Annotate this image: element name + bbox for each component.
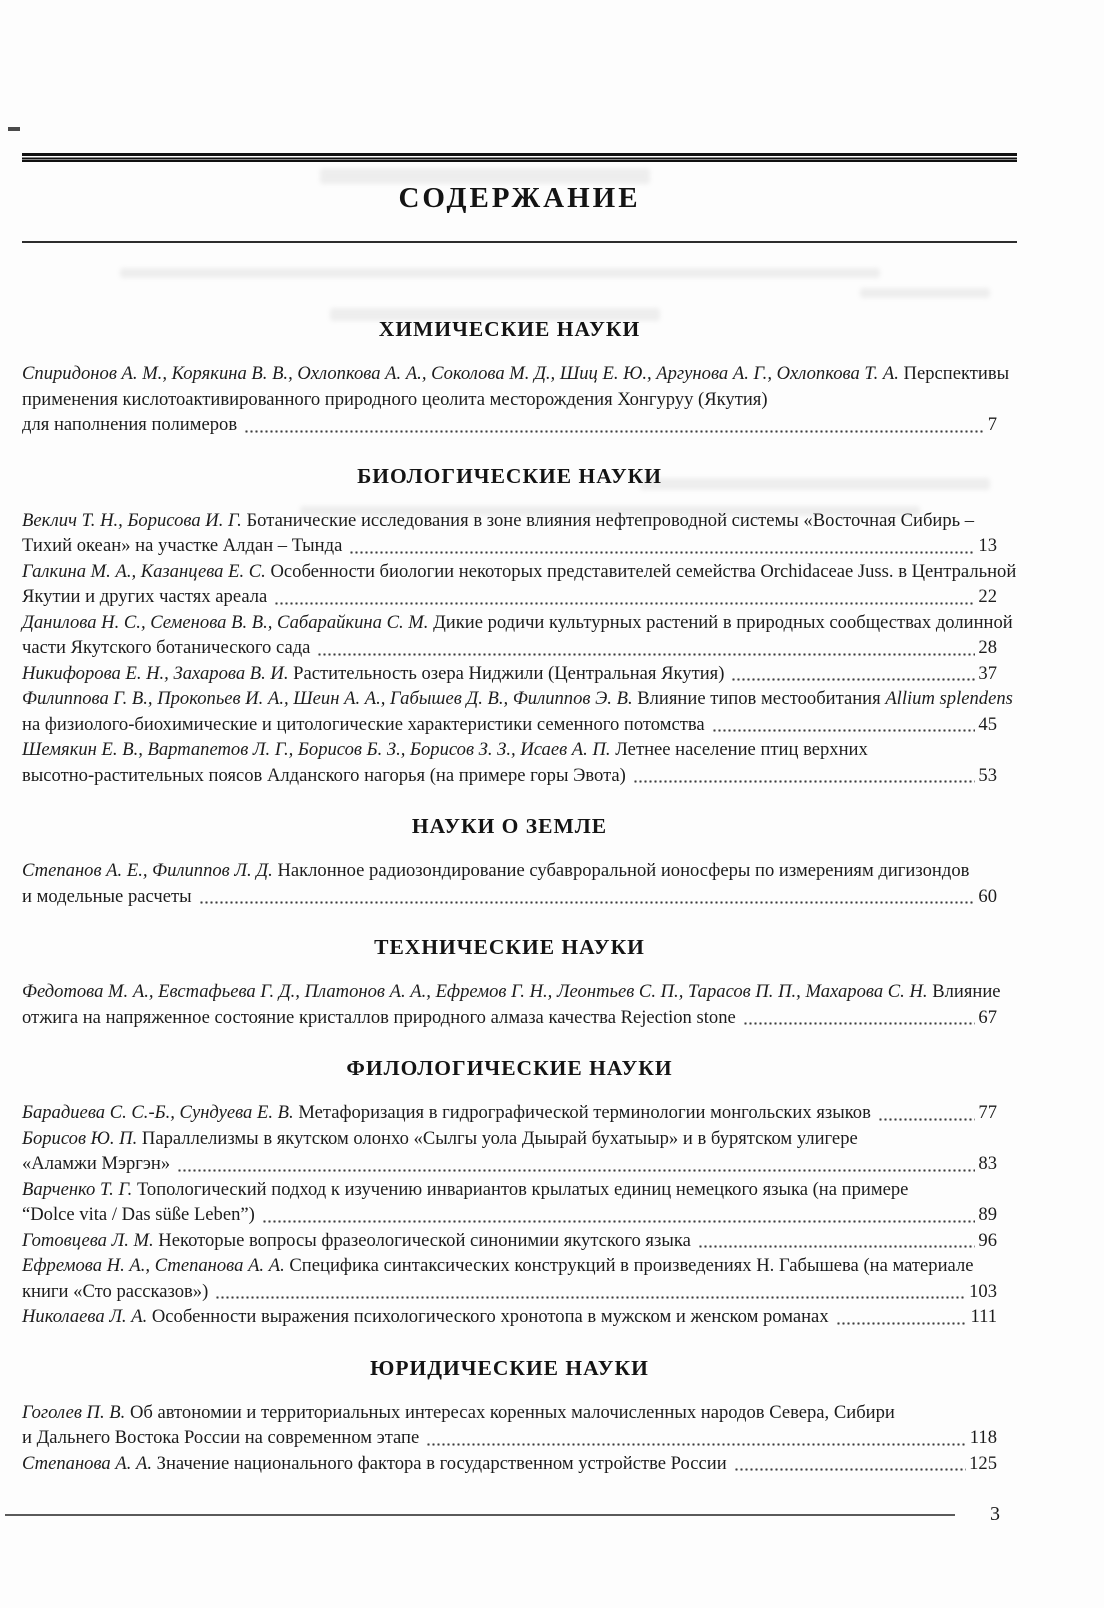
toc-page-number: 60 <box>978 885 997 907</box>
toc-entry-line <box>22 763 997 789</box>
page-content <box>22 0 1017 1476</box>
toc-page-number: 37 <box>978 662 997 684</box>
toc-entry <box>22 1100 997 1126</box>
toc-entry <box>22 1304 997 1330</box>
toc-entry-authors: Гоголев П. В. <box>22 1401 126 1423</box>
toc-entry <box>22 979 1001 1030</box>
toc-entry-authors: Галкина М. А., Казанцева Е. С. <box>22 560 266 582</box>
toc-entry-line <box>22 610 1013 636</box>
dot-leader <box>836 1321 968 1326</box>
toc-entry <box>22 1228 997 1254</box>
toc-page-number: 45 <box>978 713 997 735</box>
toc-entry-line <box>22 712 997 738</box>
toc-entry-line <box>22 1451 997 1477</box>
dot-leader <box>633 779 976 784</box>
toc-section <box>22 814 997 909</box>
toc-page-number: 28 <box>978 637 997 658</box>
toc-entry-authors: Шемякин Е. В., Вартапетов Л. Г., Борисов Б. З., Борисов З. З., Исаев А. П. <box>22 739 611 760</box>
toc-entry-title-fragment: Якутии и других частях ареала <box>22 586 268 607</box>
toc-entry-line <box>22 884 997 910</box>
toc-sections <box>22 317 1017 1476</box>
toc-page-number: 22 <box>978 586 997 607</box>
toc-entry-line <box>22 635 997 661</box>
page-footer <box>5 1503 1015 1526</box>
toc-entry-authors: Барадиева С. С.-Б., Сундуева Е. В. <box>22 1102 294 1123</box>
section-heading: ФИЛОЛОГИЧЕСКИЕ НАУКИ <box>346 1056 673 1080</box>
toc-entry <box>22 737 997 788</box>
toc-section <box>22 463 1017 789</box>
toc-entry-text <box>22 1255 973 1276</box>
toc-entry-line <box>22 1400 997 1426</box>
toc-entry <box>22 508 997 559</box>
toc-entry-title-fragment: и Дальнего Востока России на современном этапе <box>22 1427 420 1448</box>
toc-entry-title-fragment: Тихий океан» на участке Алдан – Тында <box>22 535 343 556</box>
toc-entry-line <box>22 1177 997 1203</box>
toc-entry-authors: Филиппова Г. В., Прокопьев И. А., Шеин А. А., Габышев Д. В., Филиппов Э. В. <box>22 688 633 709</box>
toc-entry <box>22 686 1013 737</box>
toc-page-number: 89 <box>978 1204 997 1225</box>
toc-entry-text <box>22 763 626 789</box>
toc-entry-text <box>22 510 974 531</box>
dot-leader <box>731 677 975 682</box>
toc-entry-title-fragment: Наклонное радиозондирование субавроральной ионосферы по измерениям дигизондов <box>277 860 970 881</box>
toc-entry-authors: Спиридонов А. М., Корякина В. В., Охлопкова А. А., Соколова М. Д., Шиц Е. Ю., Аргунова А. Г., Охлопкова Т. А. <box>22 363 899 384</box>
toc-entry-authors: Данилова Н. С., Семенова В. В., Сабарайкина С. М. <box>22 611 429 633</box>
toc-entry-text <box>22 739 868 760</box>
toc-entry-title-fragment: Летнее население птиц верхних <box>615 739 868 760</box>
dot-leader <box>734 1467 966 1472</box>
dot-leader <box>712 728 976 733</box>
toc-entry-authors: Ефремова Н. А., Степанова А. А. <box>22 1255 285 1276</box>
toc-entry-title-fragment: книги «Сто рассказов») <box>22 1280 209 1302</box>
section-heading: ТЕХНИЧЕСКИЕ НАУКИ <box>374 935 645 959</box>
toc-entry-title-fragment: Топологический подход к изучению инвариантов крылатых единиц немецкого языка (на примере <box>136 1178 909 1200</box>
margin-mark <box>8 127 20 131</box>
toc-entry-line <box>22 1005 997 1031</box>
toc-entry-title-fragment: Метафоризация в гидрографической терминологии монгольских языков <box>298 1102 871 1123</box>
toc-entry-line <box>22 1279 997 1305</box>
thin-rule <box>22 241 1017 243</box>
toc-entry-text <box>22 1451 727 1477</box>
toc-page-number: 77 <box>978 1102 997 1123</box>
toc-entry-text <box>22 1402 895 1423</box>
toc-entry-title-fragment: применения кислотоактивированного природного цеолита месторождения Хонгуруу (Якутия) <box>22 388 768 410</box>
toc-page-number: 125 <box>969 1452 997 1474</box>
toc-entry-text <box>22 363 1009 384</box>
toc-entry-line <box>22 533 997 559</box>
toc-entry-text <box>22 1425 419 1451</box>
toc-entry-line <box>22 1100 997 1126</box>
toc-section <box>22 935 1001 1030</box>
toc-entry-text <box>22 688 1013 709</box>
toc-page-number: 13 <box>978 535 997 556</box>
toc-entry-title-fragment: для наполнения полимеров <box>22 414 238 435</box>
toc-entry-text <box>22 561 1016 582</box>
toc-entry-line <box>22 858 997 884</box>
toc-entry-line <box>22 1253 997 1279</box>
dot-leader <box>426 1442 967 1447</box>
toc-entry-title-fragment: на физиолого-биохимические и цитологические характеристики семенного потомства <box>22 713 705 735</box>
dot-leader <box>244 429 985 434</box>
toc-entry <box>22 1253 997 1304</box>
toc-entry-title-fragment: Некоторые вопросы фразеологической синонимии якутского языка <box>158 1229 691 1251</box>
toc-entry-line <box>22 361 1010 387</box>
toc-entry-title-fragment: Влияние <box>932 981 1001 1002</box>
toc-entry-line <box>22 1304 997 1330</box>
double-rule <box>22 153 1017 162</box>
toc-entry-authors: Николаева Л. А. <box>22 1306 148 1327</box>
toc-section <box>22 1056 997 1330</box>
toc-page-number: 96 <box>978 1229 997 1251</box>
toc-section <box>22 1356 997 1477</box>
section-heading: ХИМИЧЕСКИЕ НАУКИ <box>378 317 641 341</box>
toc-entry-line <box>22 1425 997 1451</box>
toc-entry-text <box>22 1100 871 1126</box>
toc-entry <box>22 610 1013 661</box>
toc-entry-line <box>22 1151 997 1177</box>
toc-entry-line <box>22 1228 997 1254</box>
dot-leader <box>199 900 976 905</box>
toc-entry-title-fragment: Особенности биологии некоторых представителей семейства Orchidaceae Juss. в Центральной <box>270 560 1017 582</box>
toc-entry-title-fragment: Параллелизмы в якутском олонхо «Сылгы уола Дыырай бухатыыр» и в бурятском улигере <box>141 1127 858 1149</box>
toc-entry-text <box>22 584 267 610</box>
toc-entry-text <box>22 1179 908 1200</box>
toc-section <box>22 317 1010 438</box>
toc-entry-text <box>22 1151 170 1177</box>
toc-entry <box>22 361 1010 438</box>
toc-entry-line <box>22 559 1017 585</box>
toc-entry <box>22 1400 997 1451</box>
toc-entry-title-fragment: “Dolce vita / Das süße Leben”) <box>22 1204 255 1225</box>
toc-entry-line <box>22 412 997 438</box>
toc-entry-title-fragment: Дикие родичи культурных растений в природных сообществах долинной <box>433 611 1013 633</box>
toc-entry-line <box>22 508 997 534</box>
toc-entry-text <box>22 661 724 687</box>
toc-entry-authors: Федотова М. А., Евстафьева Г. Д., Платонов А. А., Ефремов Г. Н., Леонтьев С. П., Тарасов П. П., Махарова С. Н. <box>22 981 928 1002</box>
dot-leader <box>274 601 975 606</box>
toc-entry-line <box>22 584 997 610</box>
toc-entry-text <box>22 712 705 738</box>
toc-entry-line <box>22 661 997 687</box>
dot-leader <box>177 1168 975 1173</box>
toc-entry-line <box>22 1126 997 1152</box>
dot-leader <box>262 1219 976 1224</box>
toc-entry-title-fragment: Перспективы <box>903 363 1010 384</box>
toc-entry-text <box>22 1005 736 1031</box>
toc-entry-text <box>22 884 192 910</box>
toc-entry-title-fragment: Влияние типов местообитания Allium splendens <box>637 688 1013 709</box>
toc-entry-text <box>22 860 969 881</box>
toc-entry-title-fragment: отжига на напряженное состояние кристаллов природного алмаза качества Rejection stone <box>22 1006 736 1028</box>
footer-rule <box>5 1514 955 1516</box>
toc-entry <box>22 858 997 909</box>
toc-entry-title-fragment: высотно-растительных поясов Алданского нагорья (на примере горы Эвота) <box>22 764 626 786</box>
toc-entry-authors: Никифорова Е. Н., Захарова В. И. <box>22 662 289 684</box>
toc-entry-title-fragment: Растительность озера Ниджили (Центральная Якутия) <box>293 662 725 684</box>
toc-entry-text <box>22 1228 691 1254</box>
section-heading: БИОЛОГИЧЕСКИЕ НАУКИ <box>357 463 662 488</box>
toc-entry-authors: Борисов Ю. П. <box>22 1127 138 1149</box>
toc-entry-line <box>22 387 997 413</box>
toc-page-number: 118 <box>969 1427 997 1448</box>
toc-entry-text <box>22 1202 255 1228</box>
toc-entry <box>22 1126 997 1177</box>
dot-leader <box>878 1117 976 1122</box>
dot-leader <box>349 550 975 555</box>
toc-page-number: 67 <box>978 1006 997 1028</box>
toc-entry-line <box>22 737 997 763</box>
section-heading: НАУКИ О ЗЕМЛЕ <box>411 814 608 838</box>
toc-entry-title-fragment: Ботанические исследования в зоне влияния нефтепроводной системы «Восточная Сибирь – <box>246 509 975 531</box>
toc-entry-text <box>22 635 310 661</box>
folio-page-number: 3 <box>990 1503 1000 1525</box>
toc-entry-authors: Степанова А. А. <box>22 1452 153 1474</box>
toc-page-number: 103 <box>969 1280 997 1302</box>
toc-entry-line <box>22 979 1001 1005</box>
toc-page-number: 7 <box>987 414 997 435</box>
section-heading: ЮРИДИЧЕСКИЕ НАУКИ <box>370 1355 649 1380</box>
dot-leader <box>743 1021 976 1026</box>
toc-entry-title-fragment: Значение национального фактора в государственном устройстве России <box>156 1452 727 1474</box>
toc-entry-title-fragment: «Аламжи Мэргэн» <box>22 1153 171 1174</box>
toc-entry-text <box>22 389 768 410</box>
toc-entry-title-fragment: Специфика синтаксических конструкций в произведениях Н. Габышева (на материале <box>289 1255 974 1276</box>
toc-entry-authors: Готовцева Л. М. <box>22 1229 154 1251</box>
toc-entry-title-fragment: части Якутского ботанического сада <box>22 637 311 658</box>
toc-entry-text <box>22 1279 208 1305</box>
toc-entry-authors: Веклич Т. Н., Борисова И. Г. <box>22 509 242 531</box>
toc-entry <box>22 661 997 687</box>
toc-entry-text <box>22 981 1001 1002</box>
toc-entry-line <box>22 686 1013 712</box>
toc-entry-title-fragment: и модельные расчеты <box>22 885 192 907</box>
dot-leader <box>698 1244 976 1249</box>
toc-entry-title-fragment: Об автономии и территориальных интересах коренных малочисленных народов Севера, Сибири <box>129 1401 895 1423</box>
dot-leader <box>215 1295 966 1300</box>
toc-entry <box>22 1177 997 1228</box>
toc-entry-text <box>22 1128 858 1149</box>
toc-entry-authors: Варченко Т. Г. <box>22 1178 133 1200</box>
toc-entry-title-fragment: Особенности выражения психологического хронотопа в мужском и женском романах <box>151 1306 829 1327</box>
toc-entry-text <box>22 412 237 438</box>
toc-entry <box>22 559 1017 610</box>
toc-entry-text <box>22 612 1013 633</box>
toc-entry <box>22 1451 997 1477</box>
dot-leader <box>317 652 975 657</box>
toc-entry-text <box>22 1304 829 1330</box>
toc-entry-line <box>22 1202 997 1228</box>
toc-page-number: 83 <box>978 1153 997 1174</box>
toc-entry-authors: Степанов А. Е., Филиппов Л. Д. <box>22 860 273 881</box>
page-title: СОДЕРЖАНИЕ <box>398 182 641 214</box>
toc-page-number: 53 <box>978 764 997 786</box>
toc-page-number: 111 <box>970 1306 997 1327</box>
toc-entry-text <box>22 533 342 559</box>
